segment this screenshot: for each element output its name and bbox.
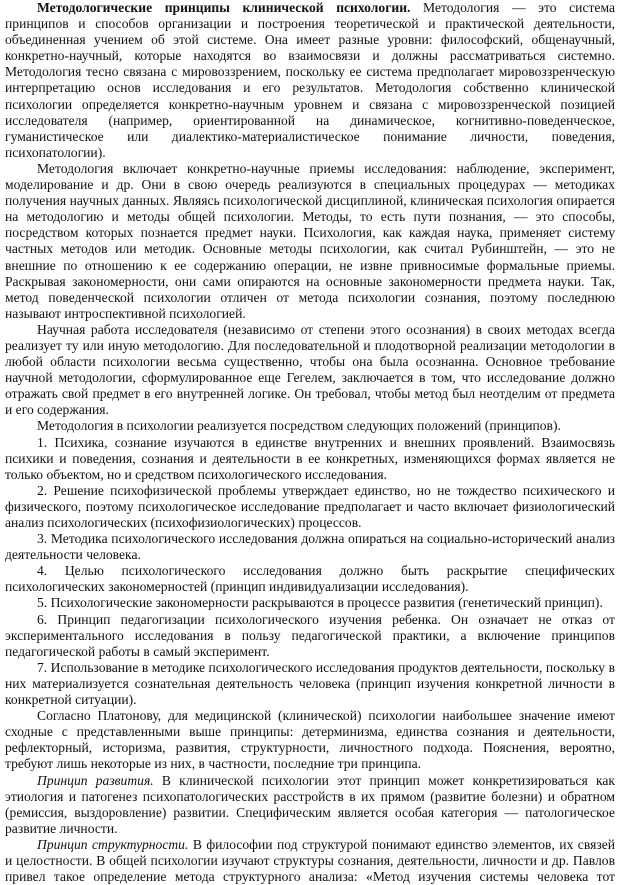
principle-item-2: 2. Решение психофизической проблемы утверждает единство, но не тождество психического и физического, поэтому психологическое исследование предполагает и часто включает физиологический анализ психологических (психофизиологических) процессов. [5,482,615,530]
paragraph-structure-principle [5,837,615,885]
paragraph-principles-intro: Методология в психологии реализуется посредством следующих положений (принципов). [37,418,561,434]
document-page [5,0,615,885]
principle-heading: Принцип развития. [37,772,154,788]
principle-heading: Принцип структурности. [37,836,189,852]
paragraph-methodology-definition [5,0,615,161]
paragraph-text: В клинической психологии этот принцип может конкретизироваться как этиология и патогенез психопатологических расстройств в их прямом (развитие болезни) и обратном (ремиссия, выздоровление) развитии. Специфическим является особая категория — патологическое развитие личности. [5,772,615,836]
paragraph-scientific-work: Научная работа исследователя (независимо от степени этого осознания) в своих методах всегда реализует ту или иную методологию. Для последовательной и плодотворной реализации методологии в любой области психологии весьма существенно, чтобы она была осознанна. Основное требование научной методологии, сформулированное еще Гегелем, заключается в том, что исследование должно отражать свой предмет в его внутренней логике. Он требовал, чтобы метод был неотделим от предмета и его содержания. [5,321,615,418]
principle-item-7: 7. Использование в методике психологического исследования продуктов деятельности, поскольку в них материализуется сознательная деятельность человека (принцип изучения конкретной личности в конкретной ситуации). [5,659,615,708]
section-heading: Методологические принципы клинической психологии. [37,0,411,15]
principle-item-3: 3. Методика психологического исследования должна опираться на социально-исторический анализ деятельности человека. [5,531,615,563]
paragraph-methodology-methods: Методология включает конкретно-научные приемы исследования: наблюдение, эксперимент, моделирование и др. Они в свою очередь реализуются в специальных процедурах — методиках получения научных данных. Являясь психологической дисциплиной, клиническая психология опирается на методологию и методы общей психологии. Методы, то есть пути познания, — это способы, посредством которых познается предмет науки. Психология, как каждая наука, применяет систему частных методов или методик. Основные методы психологии, как считал Рубинштейн, — это не внешние по отношению к ее содержанию операции, не извне привносимые формальные приемы. Раскрывая закономерности, они сами опираются на основные закономерности предмета науки. Так, метод поведенческой психологии отличен от метода психологии сознания, поэтому последнюю называют интроспективной психологией. [5,160,615,321]
principle-item-1: 1. Психика, сознание изучаются в единстве внутренних и внешних проявлений. Взаимосвязь психики и поведения, сознания и деятельности в ее конкретных, изменяющихся формах является не только объектом, но и средством психологического исследования. [5,434,615,482]
paragraph-development-principle [5,773,615,837]
principle-item-6: 6. Принцип педагогизации психологического изучения ребенка. Он означает не отказ от экспериментального исследования в пользу педагогической практики, а включение принципов педагогической работы в самый эксперимент. [5,611,615,659]
paragraph-platonov: Согласно Платонову, для медицинской (клинической) психологии наибольшее значение имеют сходные с представленными выше принципы: детерминизма, единства сознания и деятельности, рефлекторный, историзма, развития, структурности, личностного подхода. Пояснения, вероятно, требуют лишь некоторые из них, в частности, последние три принципа. [5,708,615,772]
principle-item-5: 5. Психологические закономерности раскрываются в процессе развития (генетический принцип). [37,595,603,611]
principle-item-4: 4. Целью психологического исследования должно быть раскрытие специфических психологических закономерностей (принцип индивидуализации исследования). [5,563,615,595]
paragraph-text: Методология — это система принципов и способов организации и построения теоретической и практической деятельности, объединенная учением об этой системе. Она имеет разные уровни: философский, общенаучный, конкретно-научный, которые находятся во взаимосвязи и должны рассматриваться системно. Методология тесно связана с мировоззрением, поскольку ее система предполагает мировоззренческую интерпретацию основ исследования и его результатов. Методология собственно клинической психологии определяется конкретно-научным уровнем и связана с мировоззренческой позицией исследователя (например, ориентированной на динамическое, когнитивно-поведенческое, гуманистическое или диалектико-материалистическое понимание личности, поведения, психопатологии). [5,0,615,160]
paragraph-text: В философии под структурой понимают единство элементов, их связей и целостности. В общей психологии изучают структуры сознания, деятельности, личности и др. Павлов привел такое определение метода структурного анализа: «Метод изучения системы человека тот [5,836,616,885]
